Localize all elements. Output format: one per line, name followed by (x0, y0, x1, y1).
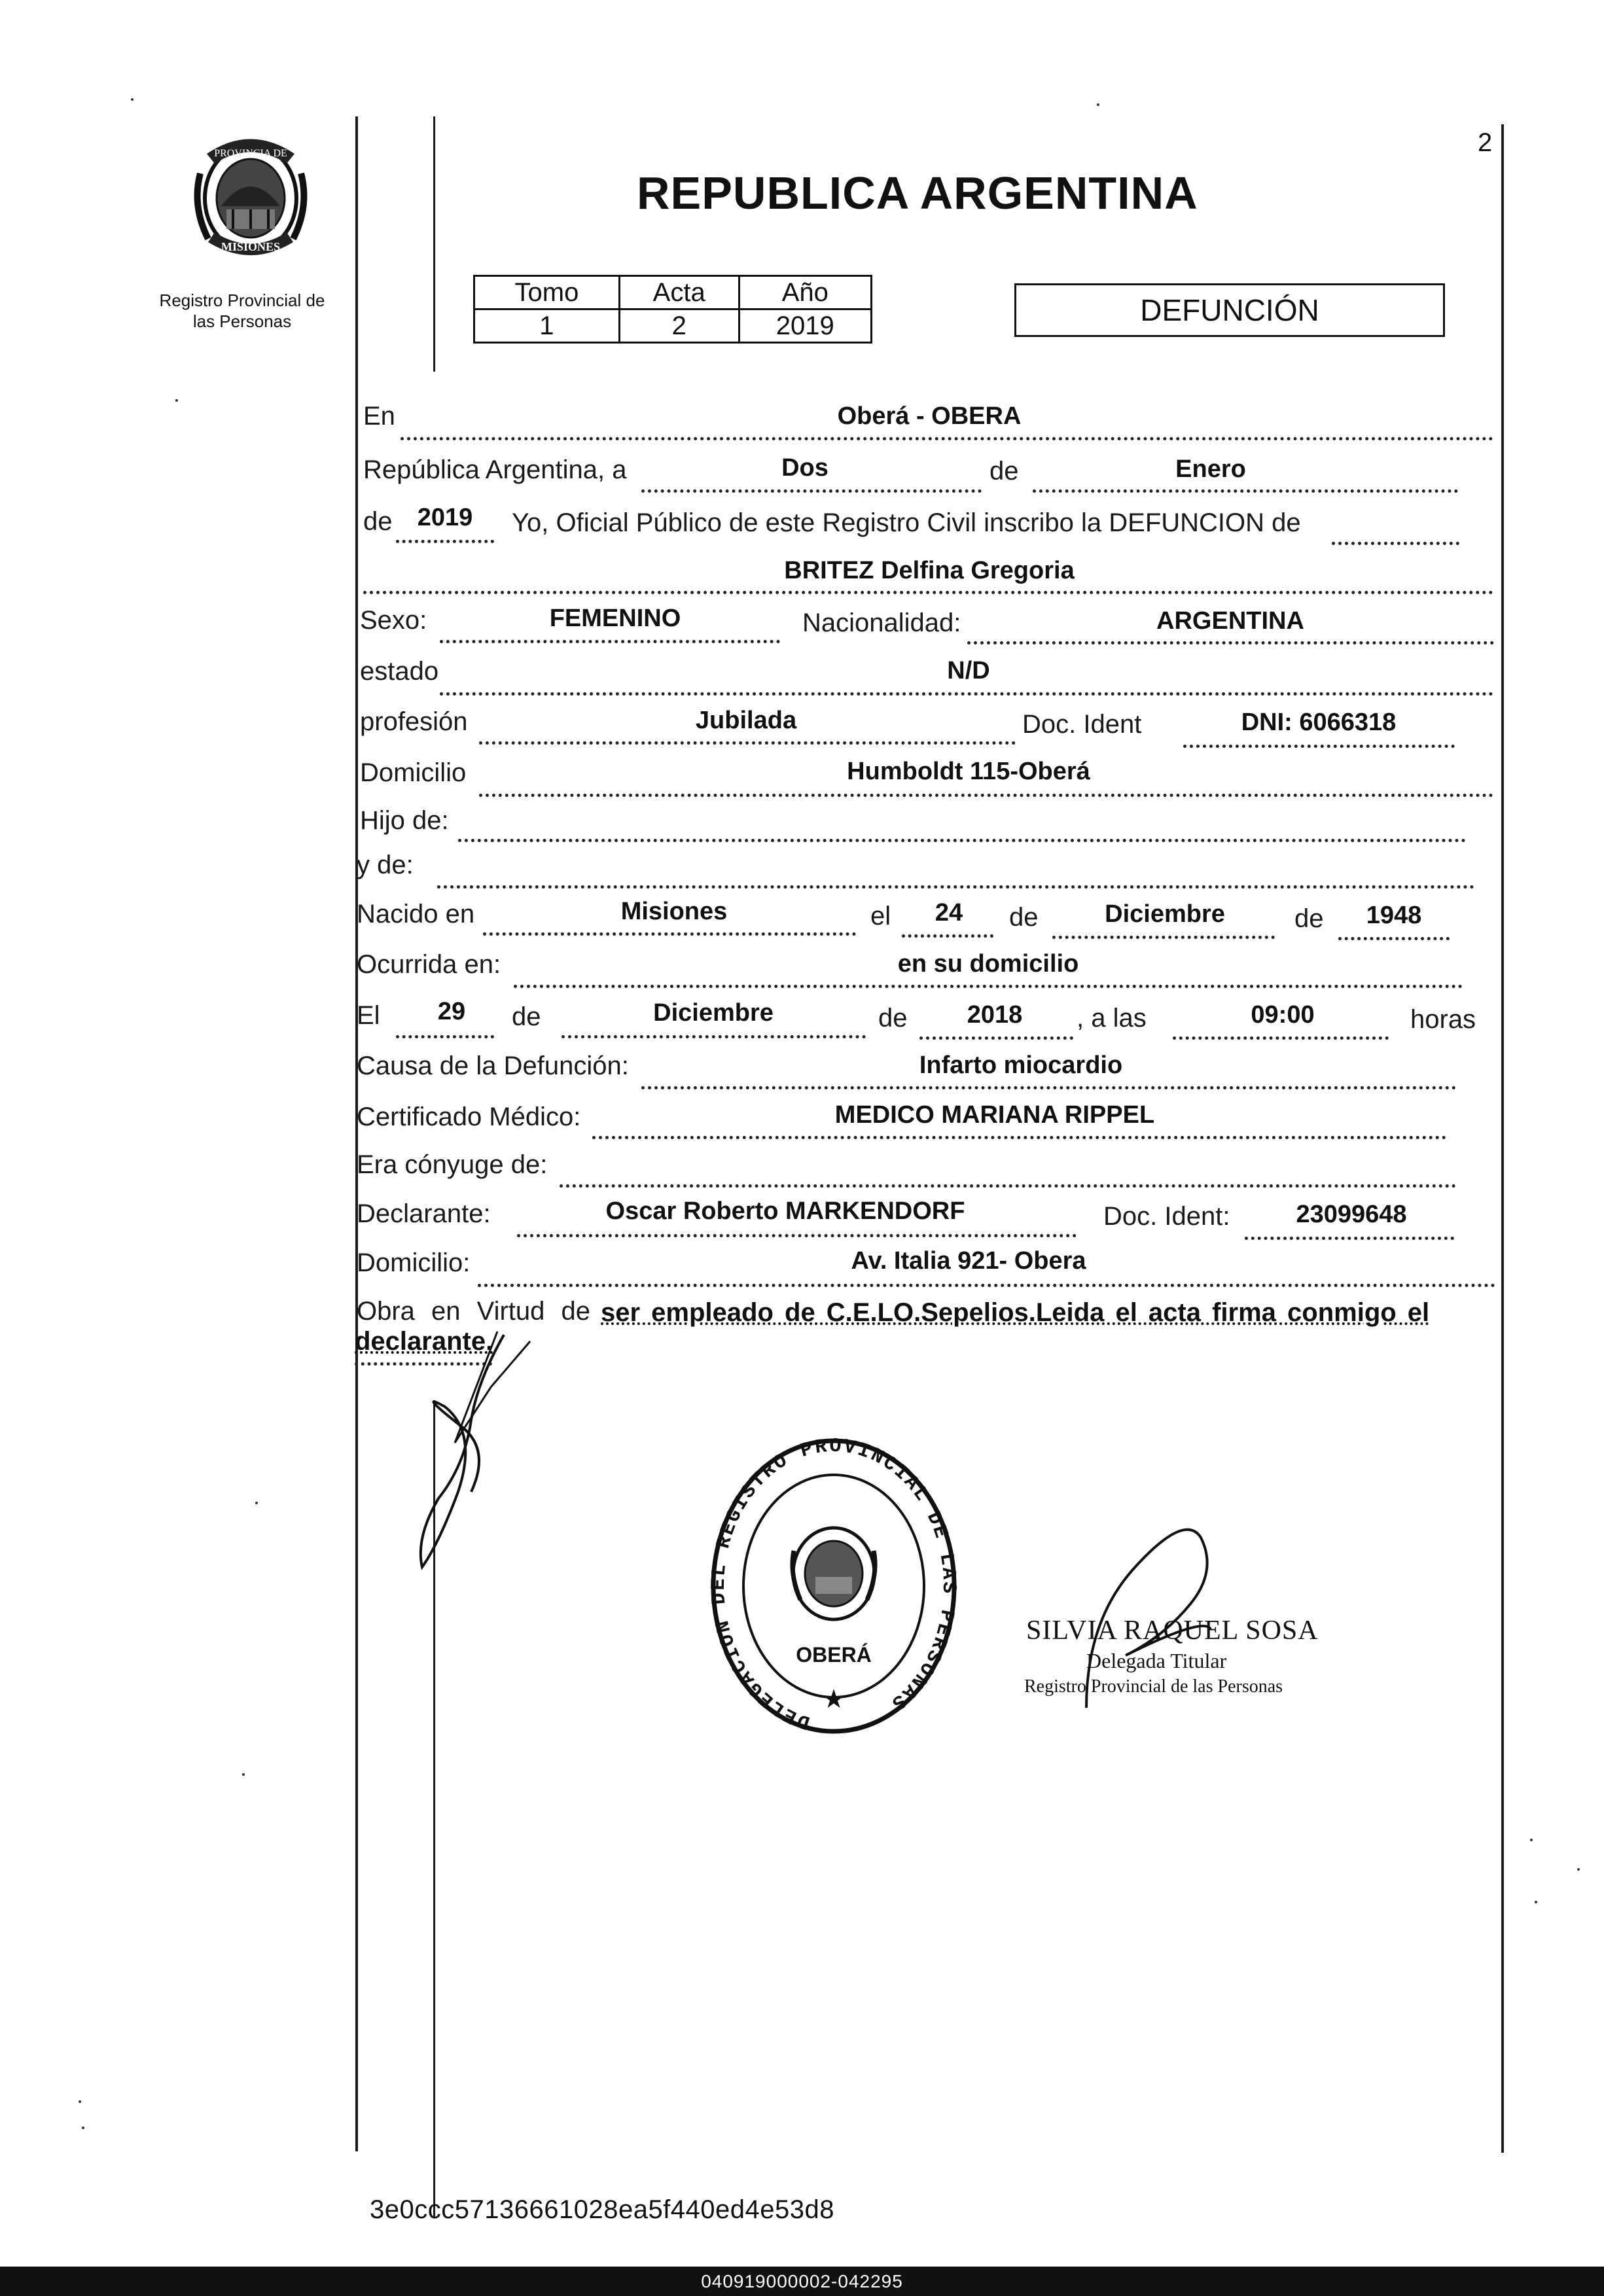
label-domicilio: Domicilio (360, 758, 467, 787)
table-value-acta: 2 (619, 309, 739, 343)
value-estado: N/D (947, 657, 990, 684)
label-hijo: Hijo de: (360, 806, 449, 835)
dotted-line (478, 1284, 1495, 1287)
left-margin-line (355, 116, 358, 2151)
label-declarante: Declarante: (357, 1199, 491, 1228)
scan-speck (1577, 1868, 1580, 1871)
registry-name (144, 290, 340, 332)
dotted-line (561, 1035, 866, 1038)
dotted-line (592, 1136, 1446, 1139)
label-obra: Obra en Virtud de (357, 1297, 591, 1326)
registry-table (473, 275, 872, 344)
scan-speck (175, 399, 178, 402)
value-obra-line1: ser empleado de C.E.LO.Sepelios.Leida el acta firma conmigo el (601, 1298, 1430, 1327)
label-profesion: profesión (360, 707, 468, 736)
dotted-line (1052, 936, 1275, 939)
dotted-line (514, 985, 1463, 988)
value-def-mes: Diciembre (653, 999, 774, 1027)
dotted-line (479, 741, 1016, 745)
dotted-line (458, 839, 1466, 842)
label-nacionalidad: Nacionalidad: (802, 609, 961, 637)
footer-code-bar: 040919000002-042295 (0, 2267, 1604, 2296)
svg-text:DELEGACION DEL REGISTRO PROVIN: DELEGACION DEL REGISTRO PROVINCIAL DE LAS PERSONAS (707, 1435, 960, 1733)
label-doc2: Doc. Ident: (1103, 1202, 1230, 1231)
label-republica: República Argentina, a (363, 455, 627, 484)
registry-name-line1: Registro Provincial de (159, 291, 325, 310)
dotted-line (1332, 542, 1459, 545)
label-doc: Doc. Ident (1022, 710, 1142, 739)
value-nac-anio: 1948 (1366, 902, 1422, 929)
scan-speck (255, 1502, 258, 1504)
dotted-line (437, 885, 1474, 889)
dotted-line (479, 794, 1493, 797)
label-de3: de (1009, 903, 1039, 932)
label-de6: de (878, 1004, 908, 1033)
scan-speck (1097, 103, 1099, 106)
label-ocurrida: Ocurrida en: (357, 950, 501, 979)
dotted-line (363, 591, 1493, 594)
declarant-signature (399, 1328, 569, 1577)
value-doc: DNI: 6066318 (1241, 709, 1397, 736)
value-hora: 09:00 (1251, 1001, 1315, 1029)
value-nac-dia: 24 (935, 899, 963, 927)
page-number: 2 (1478, 128, 1493, 157)
table-header-acta: Acta (619, 276, 739, 309)
value-def-anio: 2018 (967, 1001, 1023, 1029)
label-el2: El (357, 1001, 380, 1030)
label-de4: de (1294, 904, 1324, 933)
value-domicilio: Humboldt 115-Oberá (847, 758, 1090, 785)
svg-text:★: ★ (822, 1685, 846, 1714)
label-nacido: Nacido en (357, 900, 475, 928)
scan-speck (79, 2100, 81, 2103)
label-yde: y de: (357, 851, 414, 879)
value-ocurrida: en su domicilio (897, 950, 1079, 978)
label-de2: de (363, 507, 393, 536)
table-header-tomo: Tomo (474, 276, 620, 309)
label-estado: estado (360, 657, 439, 686)
value-nacionalidad: ARGENTINA (1156, 607, 1304, 635)
dotted-line (919, 1036, 1073, 1040)
dotted-line (1338, 937, 1450, 940)
svg-text:PROVINCIA DE: PROVINCIA DE (214, 148, 287, 159)
scan-speck (1535, 1901, 1537, 1903)
value-obra-line2: declarante. (355, 1327, 493, 1356)
label-a-las: , a las (1077, 1004, 1147, 1033)
value-def-dia: 29 (437, 998, 466, 1025)
label-de5: de (512, 1002, 541, 1031)
dotted-line (440, 692, 1493, 696)
dotted-line (641, 489, 982, 493)
dotted-line (560, 1184, 1456, 1188)
dotted-line (1245, 1237, 1454, 1240)
value-nombre: BRITEZ Delfina Gregoria (784, 557, 1075, 584)
value-declarante-doc: 23099648 (1296, 1201, 1407, 1228)
dotted-line (396, 1035, 494, 1038)
svg-text:MISIONES: MISIONES (221, 240, 281, 253)
table-value-tomo: 1 (474, 309, 620, 343)
label-el: el (870, 902, 891, 930)
oficial-text: Yo, Oficial Público de este Registro Civil inscribo la DEFUNCION de (512, 508, 1301, 537)
table-header-anio: Año (739, 276, 871, 309)
value-declarante: Oscar Roberto MARKENDORF (605, 1197, 965, 1225)
label-en: En (363, 402, 395, 431)
label-domicilio2: Domicilio: (357, 1248, 471, 1277)
dotted-line (440, 640, 780, 643)
dotted-line (1173, 1036, 1389, 1040)
scan-speck (131, 98, 134, 101)
label-certificado: Certificado Médico: (357, 1103, 581, 1131)
record-type-box: DEFUNCIÓN (1014, 283, 1445, 337)
dotted-line (967, 641, 1494, 645)
value-dia: Dos (781, 454, 829, 482)
table-value-anio: 2019 (739, 309, 871, 343)
dotted-line (902, 934, 993, 938)
official-role: Delegada Titular (1086, 1649, 1227, 1672)
right-margin-line (1501, 124, 1504, 2153)
label-de: de (989, 457, 1019, 486)
dotted-line (641, 1086, 1456, 1089)
value-declarante-domicilio: Av. Italia 921- Obera (851, 1247, 1086, 1275)
value-sexo: FEMENINO (549, 605, 681, 632)
value-nacido-lugar: Misiones (620, 898, 728, 925)
label-sexo: Sexo: (360, 606, 427, 635)
label-causa: Causa de la Defunción: (357, 1051, 629, 1080)
value-causa: Infarto miocardio (919, 1051, 1123, 1079)
value-anio: 2019 (417, 504, 473, 531)
provincia-misiones-logo (182, 128, 319, 272)
official-entity: Registro Provincial de las Personas (1024, 1676, 1283, 1697)
scan-speck (242, 1773, 245, 1776)
value-nac-mes: Diciembre (1105, 900, 1225, 928)
dotted-line (396, 540, 494, 543)
dotted-line (1183, 745, 1455, 748)
dotted-line (483, 932, 856, 936)
value-mes: Enero (1175, 455, 1246, 483)
svg-text:OBERÁ: OBERÁ (796, 1643, 872, 1667)
registry-seal (705, 1433, 962, 1740)
registry-name-line2: las Personas (192, 311, 292, 331)
scan-speck (1530, 1839, 1533, 1841)
left-inner-line (433, 116, 435, 372)
label-horas: horas (1410, 1005, 1476, 1034)
scan-speck (82, 2127, 84, 2129)
document-hash: 3e0ccc57136661028ea5f440ed4e53d8 (370, 2195, 835, 2224)
page-title: REPUBLICA ARGENTINA (637, 168, 1198, 219)
value-profesion: Jubilada (695, 707, 797, 734)
value-certificado: MEDICO MARIANA RIPPEL (834, 1101, 1155, 1129)
official-name: SILVIA RAQUEL SOSA (1026, 1616, 1319, 1646)
dotted-line (1033, 489, 1458, 493)
dotted-line (401, 437, 1493, 440)
label-conyuge: Era cónyuge de: (357, 1150, 548, 1179)
dotted-line (517, 1234, 1077, 1237)
value-lugar: Oberá - OBERA (837, 402, 1022, 430)
